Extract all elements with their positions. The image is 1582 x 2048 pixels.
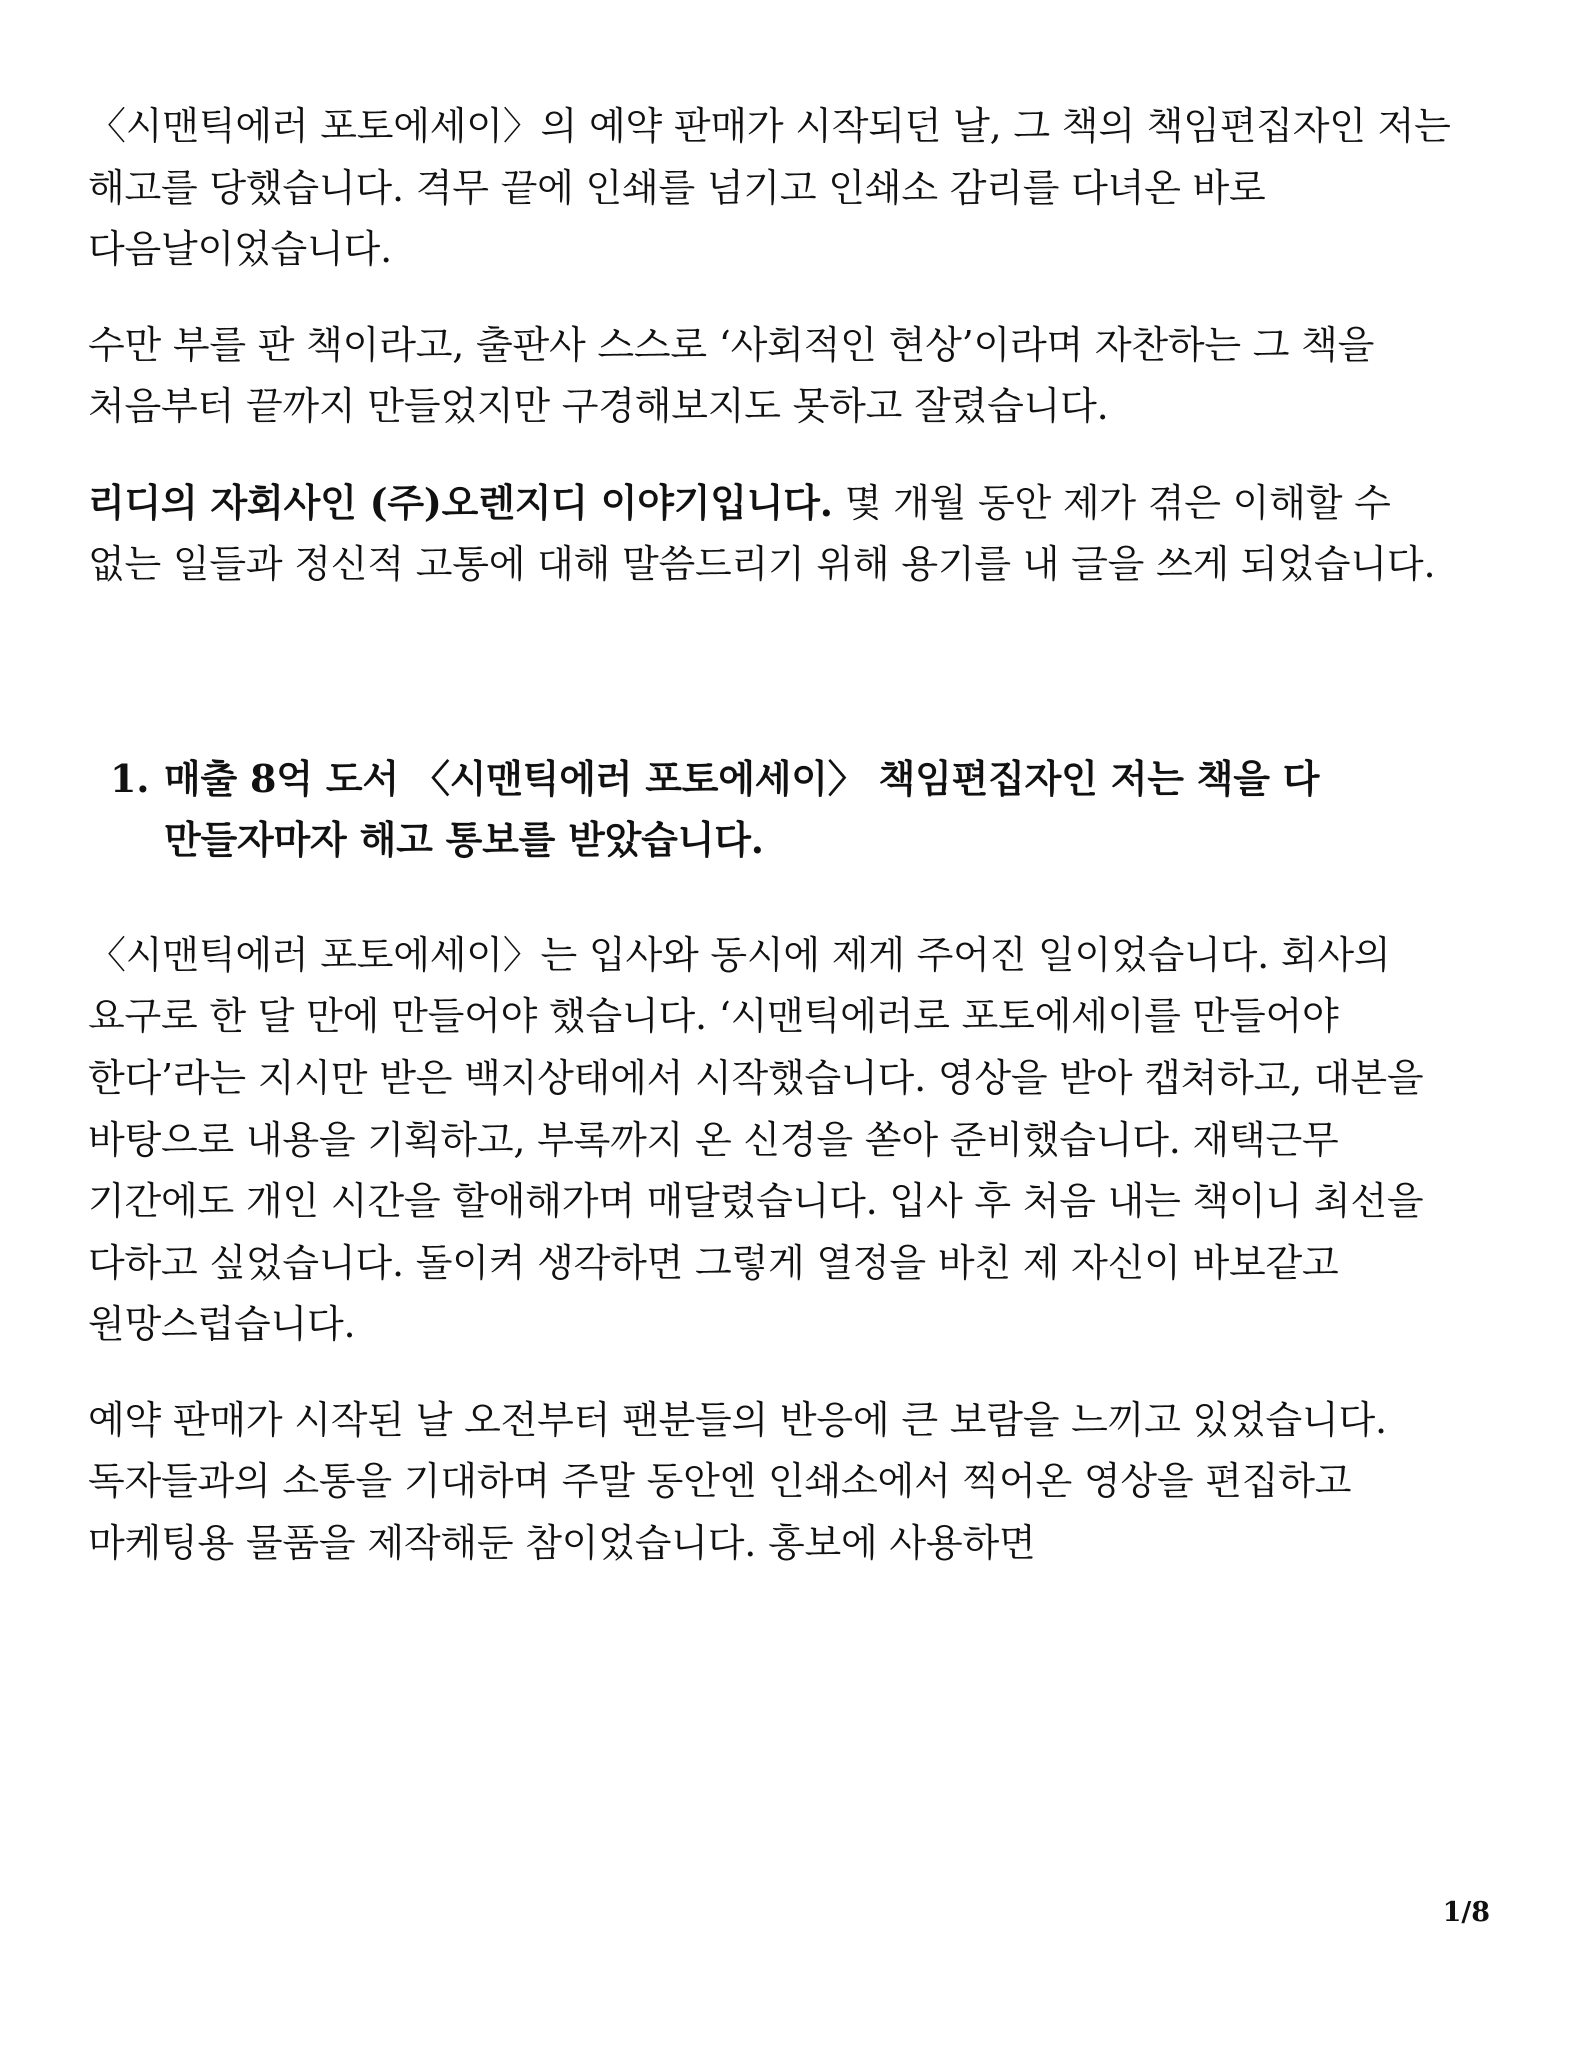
paragraph-2: 수만 부를 판 책이라고, 출판사 스스로 ‘사회적인 현상’이라며 자찬하는 그 책을 처음부터 끝까지 만들었지만 구경해보지도 못하고 잘렸습니다.	[88, 322, 1375, 429]
paragraph-3-rest: 몇 개월 동안 제가 겪은 이해할 수 없는 일들과 정신적 고통에 대해 말씀드리기 위해 용기를 내 글을 쓰게 되었습니다.	[88, 480, 1436, 587]
page-content	[88, 96, 1458, 1608]
paragraph-1: 〈시맨틱에러 포토에세이〉의 예약 판매가 시작되던 날, 그 책의 책임편집자인 저는 해고를 당했습니다. 격무 끝에 인쇄를 넘기고 인쇄소 감리를 다녀온 바로 다음날이었습니다.	[88, 104, 1451, 272]
spacer-before-heading	[88, 630, 1458, 748]
paragraph-5: 예약 판매가 시작된 날 오전부터 팬분들의 반응에 큰 보람을 느끼고 있었습니다. 독자들과의 소통을 기대하며 주말 동안엔 인쇄소에서 찍어온 영상을 편집하고 마케팅용 물품을 제작해둔 참이었습니다. 홍보에 사용하면	[88, 1397, 1387, 1565]
numbered-heading-list	[88, 748, 1458, 871]
numbered-heading-item-1	[88, 748, 1458, 871]
paragraph-3-bold-lead: 리디의 자회사인 (주)오렌지디 이야기입니다.	[88, 479, 833, 525]
spacer-after-heading	[88, 871, 1458, 925]
page-number: 1/8	[1442, 1897, 1490, 1928]
paragraph-3	[88, 472, 1458, 596]
paragraph-4: 〈시맨틱에러 포토에세이〉는 입사와 동시에 제게 주어진 일이었습니다. 회사의 요구로 한 달 만에 만들어야 했습니다. ‘시맨틱에러로 포토에세이를 만들어야 한다’라는 지시만 받은 백지상태에서 시작했습니다. 영상을 받아 캡쳐하고, 대본을 바탕으로 내용을 기획하고, 부록까지 온 신경을 쏟아 준비했습니다. 재택근무 기간에도 개인 시간을 할애해가며 매달렸습니다. 입사 후 처음 내는 책이니 최선을 다하고 싶었습니다. 돌이켜 생각하면 그렇게 열정을 바친 제 자신이 바보같고 원망스럽습니다.	[88, 932, 1424, 1347]
list-marker: 1.	[110, 755, 150, 801]
numbered-heading-text: 매출 8억 도서 〈시맨틱에러 포토에세이〉 책임편집자인 저는 책을 다 만들자마자 해고 통보를 받았습니다.	[164, 755, 1320, 863]
